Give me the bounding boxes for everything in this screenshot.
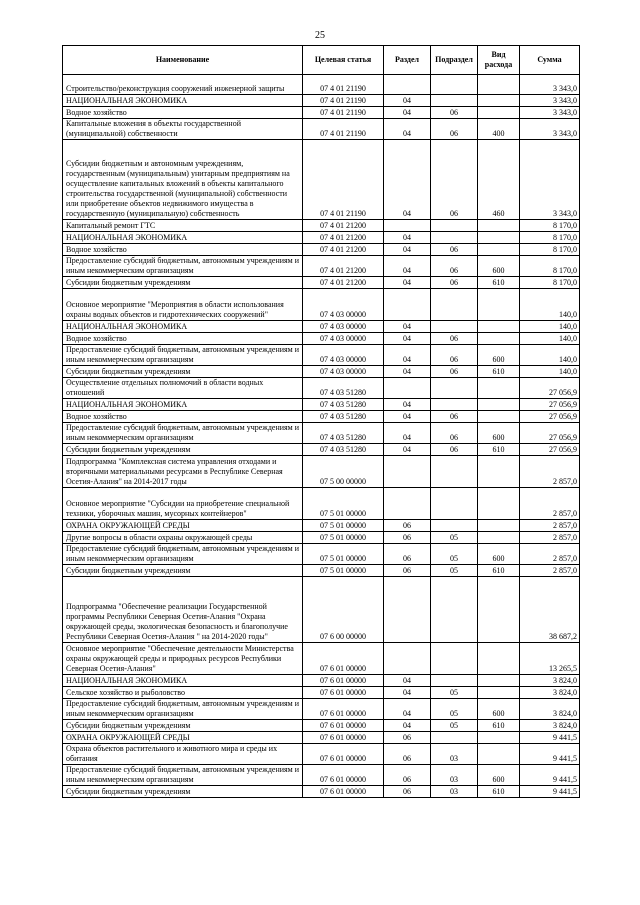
cell-section: 04 [384,423,431,444]
cell-name: Субсидии бюджетным и автономным учреждениям, государственным (муниципальным) унитарным предприятиям на осуществление капитальных вложений в объекты капитального строительства государственной (муниципальной) собственности или приобретение объектов недвижимого имущества в государственную (муниципальную) собственность [63,140,303,220]
cell-section: 04 [384,444,431,456]
cell-expense-type [478,675,520,687]
cell-expense-type [478,744,520,765]
header-section: Раздел [384,46,431,75]
cell-subsection [431,378,478,399]
table-row [63,277,580,289]
cell-article: 07 5 01 00000 [303,544,384,565]
cell-sum: 27 056,9 [520,444,580,456]
cell-name: Водное хозяйство [63,107,303,119]
cell-expense-type [478,643,520,675]
cell-expense-type: 600 [478,699,520,720]
cell-article: 07 6 01 00000 [303,687,384,699]
cell-subsection: 06 [431,333,478,345]
table-row [63,643,580,675]
cell-expense-type: 610 [478,720,520,732]
cell-name: Подпрограмма "Комплексная система управления отходами и вторичными материальными ресурсами в Республике Северная Осетия-Алания" на 2014-2017 годы [63,456,303,488]
cell-subsection: 06 [431,277,478,289]
cell-sum: 13 265,5 [520,643,580,675]
cell-sum: 3 824,0 [520,675,580,687]
cell-section: 06 [384,732,431,744]
cell-article: 07 6 01 00000 [303,732,384,744]
cell-sum: 9 441,5 [520,765,580,786]
cell-sum: 3 343,0 [520,119,580,140]
cell-sum: 8 170,0 [520,220,580,232]
cell-section: 04 [384,95,431,107]
cell-article: 07 4 01 21200 [303,277,384,289]
cell-sum: 3 343,0 [520,95,580,107]
cell-section [384,289,431,321]
cell-section: 06 [384,765,431,786]
cell-sum: 3 824,0 [520,687,580,699]
cell-section [384,488,431,520]
table-row [63,488,580,520]
cell-expense-type [478,220,520,232]
cell-section [384,456,431,488]
table-header-row [63,46,580,75]
cell-article: 07 6 01 00000 [303,720,384,732]
cell-section: 06 [384,786,431,798]
cell-name: Предоставление субсидий бюджетным, автономным учреждениям и иным некоммерческим организациям [63,345,303,366]
cell-article: 07 6 01 00000 [303,786,384,798]
table-row [63,565,580,577]
cell-expense-type [478,687,520,699]
cell-subsection [431,75,478,95]
header-article: Целевая статья [303,46,384,75]
header-expense-type: Вид расхода [478,46,520,75]
cell-section: 04 [384,345,431,366]
cell-subsection: 06 [431,345,478,366]
cell-article: 07 6 01 00000 [303,699,384,720]
cell-expense-type [478,488,520,520]
header-name: Наименование [63,46,303,75]
cell-subsection [431,232,478,244]
cell-article: 07 4 03 51280 [303,399,384,411]
cell-article: 07 4 01 21190 [303,75,384,95]
cell-name: ОХРАНА ОКРУЖАЮЩЕЙ СРЕДЫ [63,732,303,744]
cell-section: 04 [384,119,431,140]
cell-article: 07 6 01 00000 [303,744,384,765]
cell-subsection: 06 [431,119,478,140]
cell-name: Предоставление субсидий бюджетным, автономным учреждениям и иным некоммерческим организациям [63,699,303,720]
table-row [63,232,580,244]
table-row [63,687,580,699]
table-row [63,95,580,107]
cell-subsection [431,399,478,411]
cell-subsection [431,95,478,107]
cell-article: 07 4 03 51280 [303,378,384,399]
cell-expense-type: 600 [478,256,520,277]
cell-sum: 9 441,5 [520,732,580,744]
table-row [63,520,580,532]
cell-section: 04 [384,232,431,244]
table-row [63,765,580,786]
cell-name: Субсидии бюджетным учреждениям [63,565,303,577]
cell-sum: 140,0 [520,321,580,333]
cell-subsection [431,289,478,321]
cell-subsection: 03 [431,786,478,798]
cell-name: Основное мероприятие "Обеспечение деятельности Министерства охраны окружающей среды и природных ресурсов Республики Северная Осетия-Алания" [63,643,303,675]
cell-sum: 2 857,0 [520,520,580,532]
table-row [63,577,580,643]
cell-name: Водное хозяйство [63,244,303,256]
cell-name: НАЦИОНАЛЬНАЯ ЭКОНОМИКА [63,232,303,244]
cell-name: Сельское хозяйство и рыболовство [63,687,303,699]
cell-article: 07 5 01 00000 [303,532,384,544]
cell-name: Другие вопросы в области охраны окружающей среды [63,532,303,544]
cell-name: Подпрограмма "Обеспечение реализации Государственной программы Республики Северная Осетия-Алания "Охрана окружающей среды, экологическая безопасность и благополучие Республики Северная Осетия-Алания " на 2014-2020 годы" [63,577,303,643]
cell-subsection: 06 [431,366,478,378]
cell-section: 04 [384,140,431,220]
cell-subsection: 05 [431,687,478,699]
cell-section: 06 [384,744,431,765]
cell-sum: 27 056,9 [520,378,580,399]
cell-name: Капитальный ремонт ГТС [63,220,303,232]
cell-expense-type [478,399,520,411]
cell-sum: 2 857,0 [520,532,580,544]
cell-expense-type: 400 [478,119,520,140]
cell-sum: 2 857,0 [520,565,580,577]
cell-article: 07 4 03 51280 [303,444,384,456]
cell-name: Предоставление субсидий бюджетным, автономным учреждениям и иным некоммерческим организациям [63,765,303,786]
cell-section: 04 [384,399,431,411]
cell-article: 07 4 01 21200 [303,220,384,232]
table-row [63,720,580,732]
page-number: 25 [315,30,325,41]
cell-sum: 3 343,0 [520,75,580,95]
cell-article: 07 4 03 51280 [303,423,384,444]
cell-subsection: 05 [431,565,478,577]
cell-subsection [431,488,478,520]
table-row [63,399,580,411]
cell-name: Капитальные вложения в объекты государственной (муниципальной) собственности [63,119,303,140]
cell-expense-type [478,378,520,399]
cell-expense-type [478,75,520,95]
table-row [63,544,580,565]
table-row [63,786,580,798]
cell-sum: 2 857,0 [520,544,580,565]
cell-article: 07 4 01 21200 [303,232,384,244]
cell-section: 06 [384,544,431,565]
cell-expense-type [478,107,520,119]
cell-article: 07 4 03 00000 [303,333,384,345]
cell-section: 06 [384,532,431,544]
cell-subsection [431,577,478,643]
cell-section: 04 [384,720,431,732]
cell-sum: 140,0 [520,333,580,345]
cell-subsection: 06 [431,444,478,456]
cell-name: Предоставление субсидий бюджетным, автономным учреждениям и иным некоммерческим организациям [63,256,303,277]
table-row [63,321,580,333]
table-row [63,411,580,423]
cell-expense-type [478,532,520,544]
header-sum: Сумма [520,46,580,75]
cell-article: 07 4 03 00000 [303,289,384,321]
cell-expense-type: 610 [478,444,520,456]
cell-name: НАЦИОНАЛЬНАЯ ЭКОНОМИКА [63,95,303,107]
cell-expense-type: 610 [478,277,520,289]
cell-subsection: 03 [431,765,478,786]
cell-subsection [431,220,478,232]
cell-article: 07 4 03 00000 [303,321,384,333]
cell-name: НАЦИОНАЛЬНАЯ ЭКОНОМИКА [63,399,303,411]
cell-expense-type [478,520,520,532]
cell-sum: 3 343,0 [520,140,580,220]
cell-sum: 8 170,0 [520,256,580,277]
cell-expense-type [478,333,520,345]
budget-table [62,45,580,798]
table-row [63,675,580,687]
cell-section: 04 [384,256,431,277]
cell-sum: 3 824,0 [520,699,580,720]
cell-subsection [431,456,478,488]
cell-subsection: 06 [431,140,478,220]
cell-section: 06 [384,565,431,577]
cell-expense-type: 610 [478,565,520,577]
cell-article: 07 4 03 00000 [303,366,384,378]
cell-subsection: 05 [431,699,478,720]
cell-article: 07 5 01 00000 [303,488,384,520]
cell-expense-type [478,577,520,643]
cell-section: 04 [384,411,431,423]
cell-expense-type [478,95,520,107]
cell-name: Охрана объектов растительного и животного мира и среды их обитания [63,744,303,765]
cell-expense-type [478,244,520,256]
cell-name: НАЦИОНАЛЬНАЯ ЭКОНОМИКА [63,675,303,687]
cell-sum: 140,0 [520,289,580,321]
table-row [63,256,580,277]
cell-subsection [431,732,478,744]
cell-article: 07 4 01 21190 [303,119,384,140]
table-row [63,444,580,456]
cell-sum: 2 857,0 [520,456,580,488]
cell-expense-type: 600 [478,345,520,366]
cell-article: 07 5 01 00000 [303,565,384,577]
cell-expense-type: 600 [478,423,520,444]
table-row [63,456,580,488]
cell-name: Строительство/реконструкция сооружений инженерной защиты [63,75,303,95]
table-row [63,333,580,345]
cell-section: 04 [384,687,431,699]
table-row [63,107,580,119]
cell-subsection: 05 [431,720,478,732]
cell-subsection: 05 [431,532,478,544]
cell-section: 04 [384,366,431,378]
table-row [63,140,580,220]
cell-article: 07 6 00 00000 [303,577,384,643]
cell-article: 07 4 01 21190 [303,140,384,220]
cell-name: Водное хозяйство [63,411,303,423]
cell-section [384,577,431,643]
cell-section: 04 [384,244,431,256]
cell-subsection: 06 [431,256,478,277]
cell-expense-type [478,732,520,744]
header-subsection: Подраздел [431,46,478,75]
cell-article: 07 5 01 00000 [303,520,384,532]
cell-sum: 8 170,0 [520,244,580,256]
cell-section [384,643,431,675]
cell-name: Осуществление отдельных полномочий в области водных отношений [63,378,303,399]
cell-sum: 140,0 [520,345,580,366]
cell-subsection: 06 [431,423,478,444]
cell-name: Субсидии бюджетным учреждениям [63,277,303,289]
table-row [63,345,580,366]
cell-name: Субсидии бюджетным учреждениям [63,444,303,456]
cell-sum: 2 857,0 [520,488,580,520]
cell-name: Предоставление субсидий бюджетным, автономным учреждениям и иным некоммерческим организациям [63,423,303,444]
table-row [63,699,580,720]
table-row [63,423,580,444]
cell-subsection: 06 [431,411,478,423]
cell-name: Субсидии бюджетным учреждениям [63,786,303,798]
cell-sum: 27 056,9 [520,399,580,411]
cell-section: 06 [384,520,431,532]
cell-expense-type [478,456,520,488]
cell-subsection [431,321,478,333]
cell-sum: 27 056,9 [520,423,580,444]
cell-expense-type [478,411,520,423]
cell-section: 04 [384,321,431,333]
table-body [63,75,580,798]
cell-article: 07 4 03 00000 [303,345,384,366]
cell-section [384,378,431,399]
cell-expense-type: 460 [478,140,520,220]
table-row [63,220,580,232]
cell-name: Основное мероприятие "Мероприятия в области использования охраны водных объектов и гидротехнических сооружений" [63,289,303,321]
cell-article: 07 4 01 21200 [303,244,384,256]
cell-section: 04 [384,107,431,119]
cell-expense-type [478,289,520,321]
cell-article: 07 4 01 21190 [303,95,384,107]
cell-sum: 8 170,0 [520,232,580,244]
cell-name: Субсидии бюджетным учреждениям [63,720,303,732]
cell-section: 04 [384,675,431,687]
cell-sum: 140,0 [520,366,580,378]
cell-article: 07 6 01 00000 [303,675,384,687]
table-row [63,119,580,140]
cell-sum: 9 441,5 [520,786,580,798]
cell-subsection [431,520,478,532]
cell-name: Водное хозяйство [63,333,303,345]
cell-name: НАЦИОНАЛЬНАЯ ЭКОНОМИКА [63,321,303,333]
cell-subsection: 05 [431,544,478,565]
cell-sum: 8 170,0 [520,277,580,289]
cell-sum: 38 687,2 [520,577,580,643]
cell-subsection [431,643,478,675]
cell-subsection: 06 [431,107,478,119]
cell-article: 07 5 00 00000 [303,456,384,488]
cell-name: Основное мероприятие "Субсидии на приобретение специальной техники, уборочных машин, мусорных контейнеров" [63,488,303,520]
cell-name: Субсидии бюджетным учреждениям [63,366,303,378]
cell-section [384,220,431,232]
cell-expense-type: 600 [478,544,520,565]
table-row [63,289,580,321]
cell-sum: 27 056,9 [520,411,580,423]
cell-section: 04 [384,699,431,720]
cell-sum: 9 441,5 [520,744,580,765]
cell-sum: 3 824,0 [520,720,580,732]
cell-article: 07 6 01 00000 [303,765,384,786]
cell-expense-type: 610 [478,366,520,378]
cell-expense-type [478,232,520,244]
table-row [63,366,580,378]
cell-article: 07 4 03 51280 [303,411,384,423]
cell-section [384,75,431,95]
cell-article: 07 4 01 21200 [303,256,384,277]
cell-expense-type [478,321,520,333]
cell-article: 07 6 01 00000 [303,643,384,675]
cell-section: 04 [384,277,431,289]
table-row [63,244,580,256]
table-row [63,732,580,744]
table-row [63,532,580,544]
cell-section: 04 [384,333,431,345]
cell-subsection: 03 [431,744,478,765]
cell-sum: 3 343,0 [520,107,580,119]
cell-expense-type: 600 [478,765,520,786]
cell-name: Предоставление субсидий бюджетным, автономным учреждениям и иным некоммерческим организациям [63,544,303,565]
table-row [63,75,580,95]
cell-subsection [431,675,478,687]
table-row [63,744,580,765]
cell-name: ОХРАНА ОКРУЖАЮЩЕЙ СРЕДЫ [63,520,303,532]
cell-expense-type: 610 [478,786,520,798]
cell-article: 07 4 01 21190 [303,107,384,119]
cell-subsection: 06 [431,244,478,256]
table-row [63,378,580,399]
